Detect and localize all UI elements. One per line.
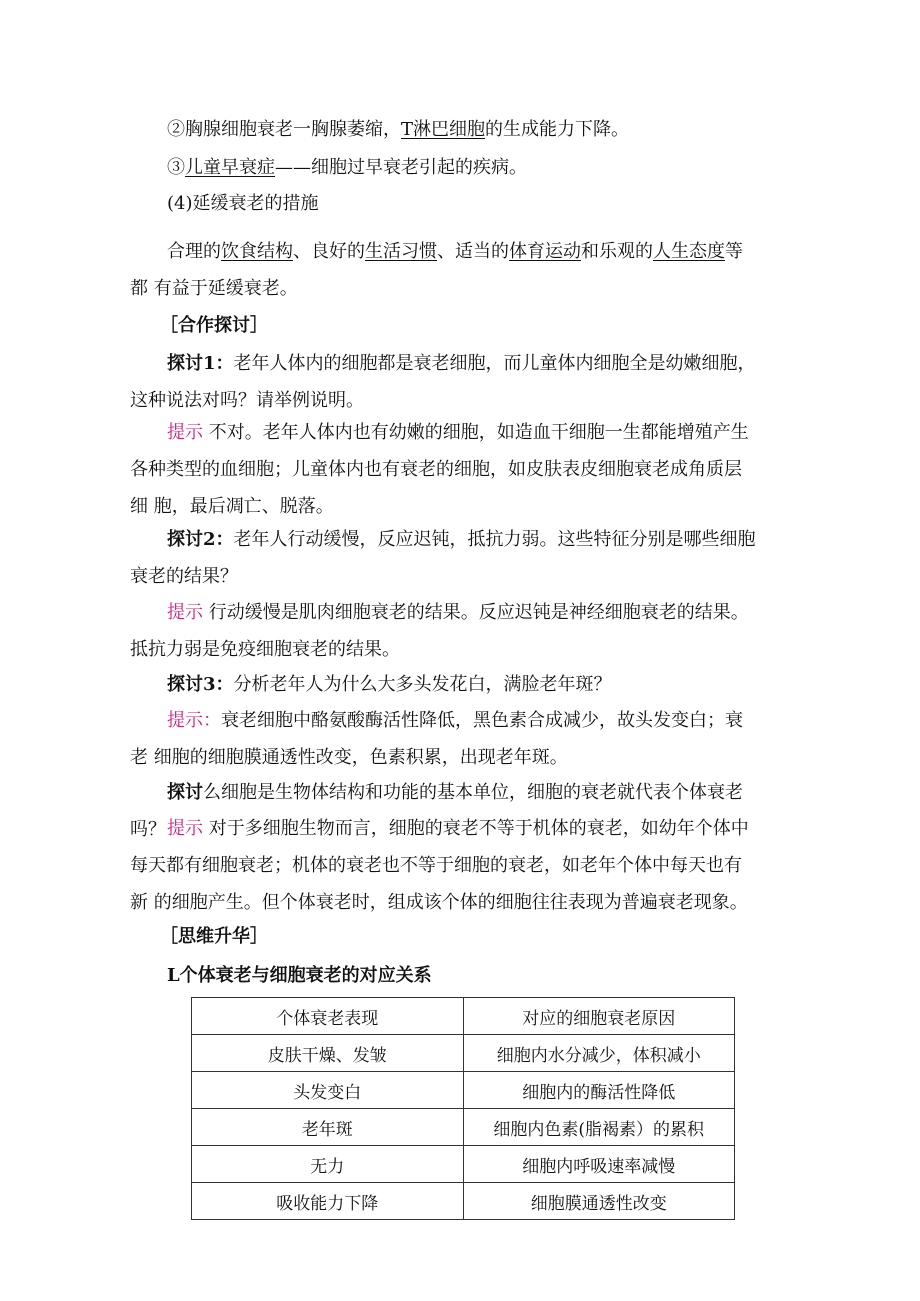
table-row <box>192 1183 735 1220</box>
term: 饮食结构 <box>221 241 293 262</box>
text: 和乐观的 <box>581 241 653 262</box>
answer-text: 对于多细胞生物而言，细胞的衰老不等于机体的衰老，如幼年个体中 每天都有细胞衰老；机体的衰老也不等于细胞的衰老，如老年个体中每天也有新 的细胞产生。但个体衰老时，组成该个体的细胞往往表现为普遍衰老现象。 <box>130 818 749 913</box>
list-item-thymus <box>167 118 629 142</box>
table-header-row <box>192 998 735 1035</box>
table-cell: 细胞内呼吸速率减慢 <box>463 1146 735 1183</box>
answer-4 <box>130 810 758 921</box>
table-row <box>192 1072 735 1109</box>
table-row <box>192 1146 735 1183</box>
question-text: 老年人行动缓慢，反应迟钝，抵抗力弱。这些特征分别是哪些细胞 衰老的结果？ <box>130 529 756 587</box>
question-2 <box>130 521 758 595</box>
text: 等都 有益于延缓衰老。 <box>130 241 743 299</box>
table-cell: 吸收能力下降 <box>192 1183 464 1220</box>
hint-label: 提示 <box>167 422 203 443</box>
answer-1 <box>130 414 758 525</box>
text: 合理的 <box>167 241 221 262</box>
question-label: 探讨2： <box>167 529 234 550</box>
table-cell: 细胞内色素(脂褐素）的累积 <box>463 1109 735 1146</box>
text: 、良好的 <box>293 241 365 262</box>
header-cell: 对应的细胞衰老原因 <box>463 998 735 1035</box>
term: 生活习惯 <box>365 241 437 262</box>
term: 人生态度 <box>653 241 725 262</box>
question-3 <box>130 666 758 703</box>
section-heading-thinking: ［思维升华］ <box>160 926 268 947</box>
table-cell: 细胞内水分减少，体积减小 <box>463 1035 735 1072</box>
answer-2 <box>130 594 758 668</box>
text: 、适当的 <box>437 241 509 262</box>
hint-label: 提示 <box>167 602 203 623</box>
subheading-delay-aging: (4)延缓衰老的措施 <box>167 193 319 214</box>
question-label: 探讨1： <box>167 353 234 374</box>
term-t-lymphocyte: T淋巴细胞 <box>401 119 486 140</box>
correspondence-table <box>191 997 735 1220</box>
answer-3 <box>130 702 758 776</box>
list-item-progeria <box>167 156 527 180</box>
text: ②胸腺细胞衰老一胸腺萎缩， <box>167 119 401 140</box>
term: 体育运动 <box>509 241 581 262</box>
header-cell: 个体衰老表现 <box>192 998 464 1035</box>
table-cell: 细胞内的酶活性降低 <box>463 1072 735 1109</box>
answer-text: 不对。老年人体内也有幼嫩的细胞，如造血干细胞一生都能增殖产生 各种类型的血细胞；儿童体内也有衰老的细胞，如皮肤表皮细胞衰老成角质层细 胞，最后凋亡、脱落。 <box>130 422 749 517</box>
question-text: 么细胞是生物体结构和功能的基本单位，细胞的衰老就代表个体衰老 吗？ <box>130 782 743 840</box>
question-text: 老年人体内的细胞都是衰老细胞，而儿童体内细胞全是幼嫩细胞， 这种说法对吗？请举例说明。 <box>130 353 756 411</box>
question-label: 探讨3： <box>167 674 234 695</box>
table-cell: 皮肤干燥、发皱 <box>192 1035 464 1072</box>
question-label: 探讨 <box>167 782 203 803</box>
table-row <box>192 1109 735 1146</box>
table-cell: 老年斑 <box>192 1109 464 1146</box>
text: ③ <box>167 157 185 178</box>
text: 的生成能力下降。 <box>485 119 630 140</box>
table-cell: 头发变白 <box>192 1072 464 1109</box>
question-text: 分析老年人为什么大多头发花白，满脸老年斑？ <box>233 674 612 695</box>
term-progeria: 儿童早衰症 <box>185 157 275 178</box>
answer-text: 行动缓慢是肌肉细胞衰老的结果。反应迟钝是神经细胞衰老的结果。 抵抗力弱是免疫细胞衰老的结果。 <box>130 602 749 660</box>
hint-label: 提示： <box>167 710 221 731</box>
paragraph-measures <box>130 233 758 307</box>
table-cell: 无力 <box>192 1146 464 1183</box>
section-heading-cooperative: ［合作探讨］ <box>160 315 268 336</box>
text: ——细胞过早衰老引起的疾病。 <box>275 157 527 178</box>
answer-text: 衰老细胞中酪氨酸酶活性降低，黑色素合成减少，故头发变白；衰老 细胞的细胞膜通透性改变，色素积累，出现老年斑。 <box>130 710 743 768</box>
hint-label: 提示 <box>167 818 203 839</box>
table-cell: 细胞膜通透性改变 <box>463 1183 735 1220</box>
question-1 <box>130 345 758 419</box>
table-row <box>192 1035 735 1072</box>
table-title: L个体衰老与细胞衰老的对应关系 <box>167 965 432 986</box>
